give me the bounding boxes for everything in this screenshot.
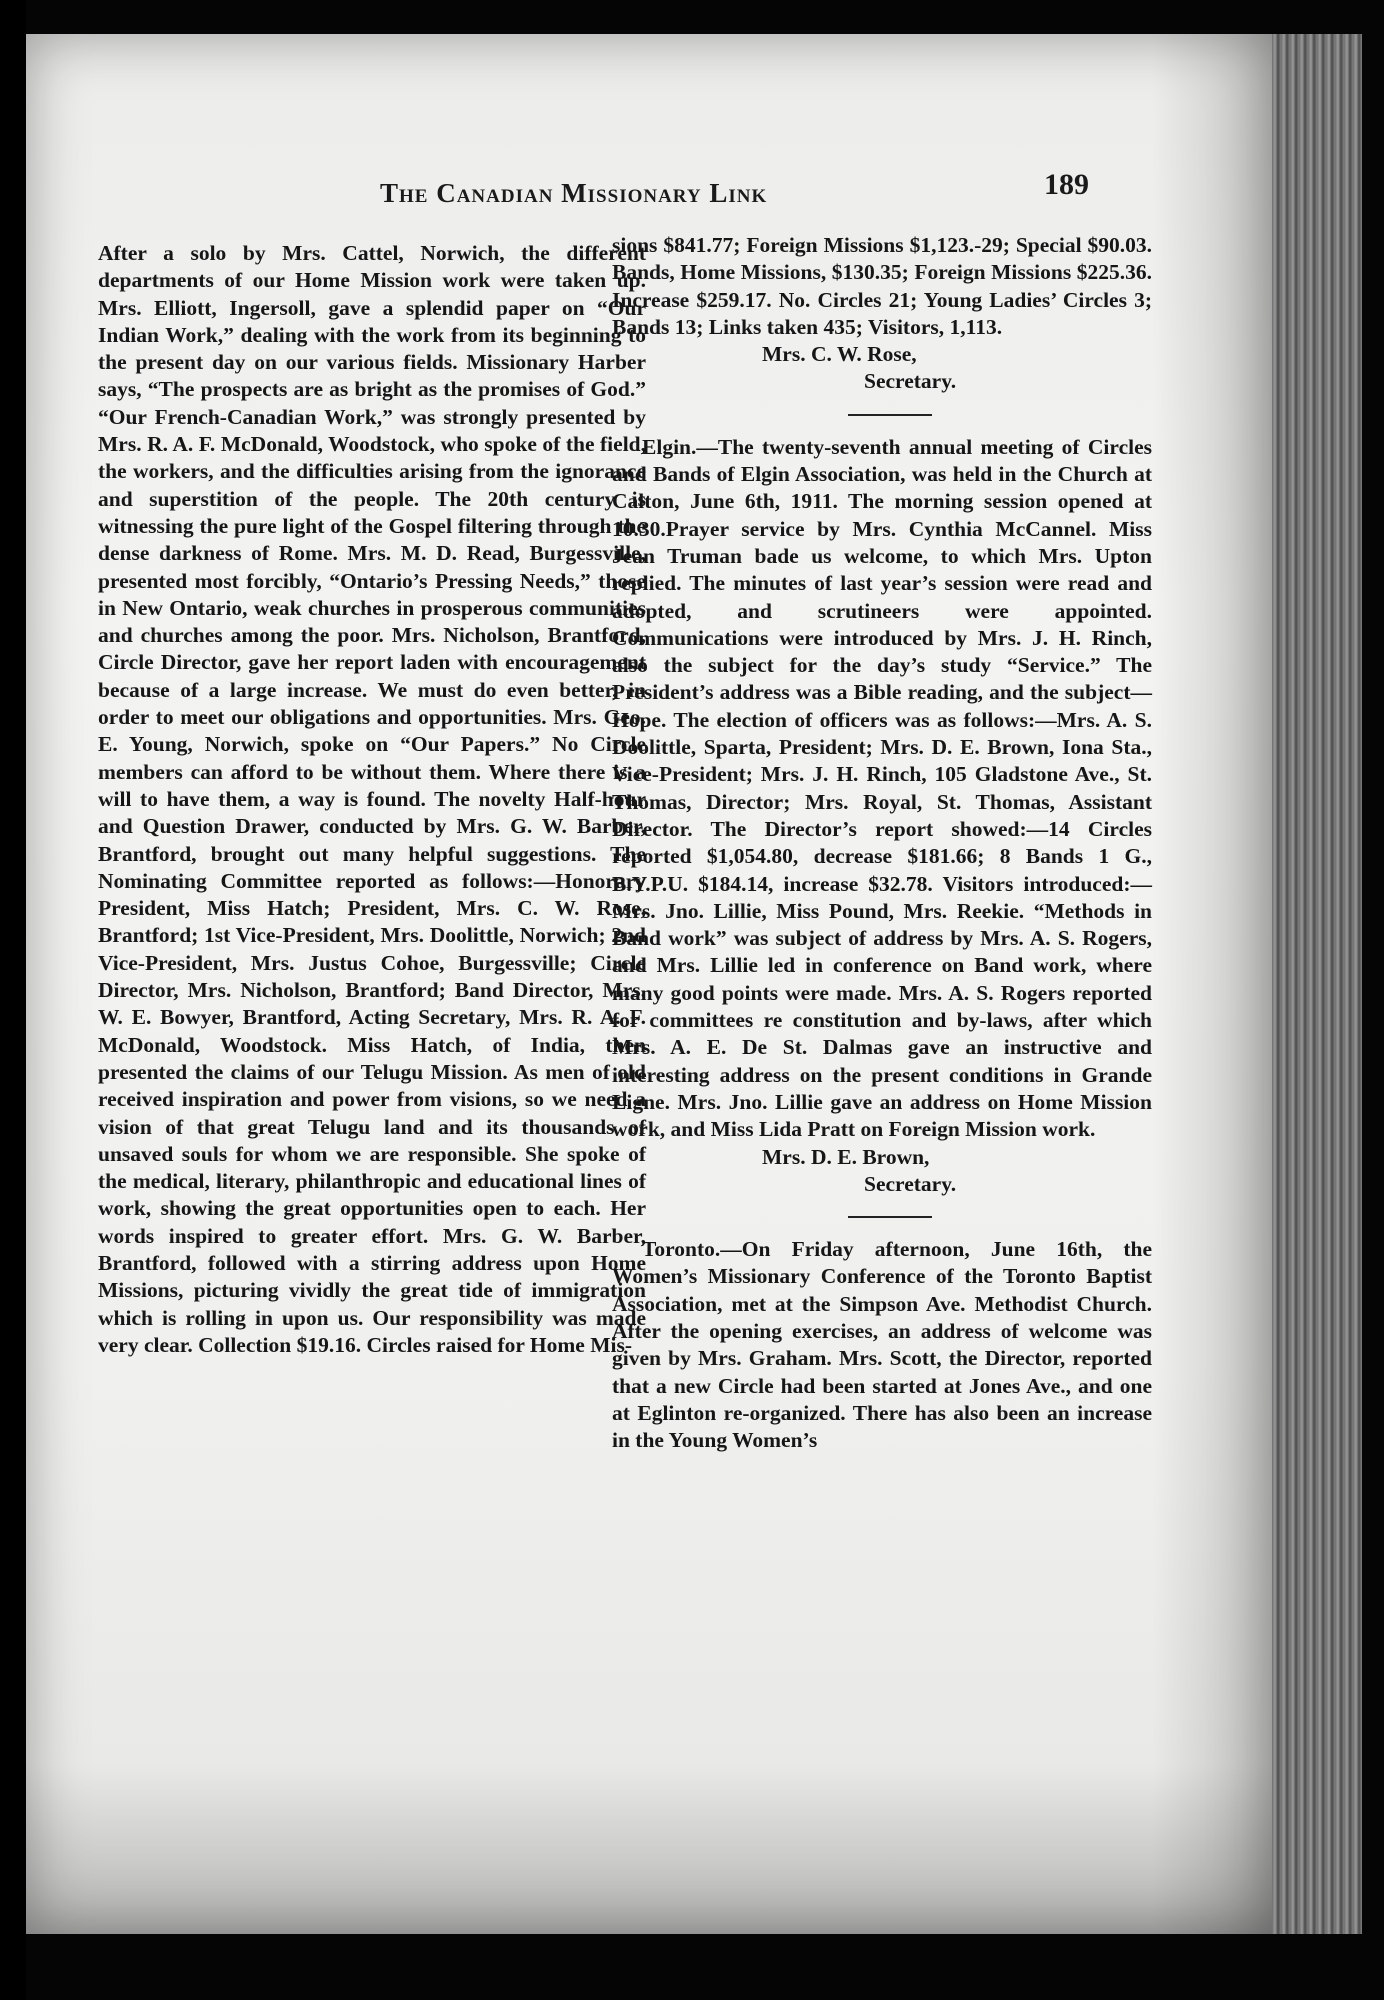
page-bottom-shadow <box>26 1764 1272 1934</box>
left-column <box>98 240 646 1359</box>
elgin-report-paragraph: Elgin.—The twenty-seventh annual meeting of Circles and Bands of Elgin Association, was held in the Church at Calton, June 6th, 1911. The morning session opened at 10.30.Prayer service by Mrs. Cynthia McCannel. Miss Jean Truman bade us welcome, to which Mrs. Upton replied. The minutes of last year’s session were read and adopted, and scrutineers were appointed. Communications were introduced by Mrs. J. H. Rinch, also the subject for the day’s study “Service.” The President’s address was a Bible reading, and the subject—Hope. The election of officers was as follows:—Mrs. A. S. Doolittle, Sparta, President; Mrs. D. E. Brown, Iona Sta., Vice-President; Mrs. J. H. Rinch, 105 Gladstone Ave., St. Thomas, Director; Mrs. Royal, St. Thomas, Assistant Director. The Director’s report showed:—14 Circles reported $1,054.80, decrease $181.66; 8 Bands 1 G., B.Y.P.U. $184.14, increase $32.78. Visitors introduced:—Mrs. Jno. Lillie, Miss Pound, Mrs. Reekie. “Methods in Band work” was subject of address by Mrs. A. S. Rogers, and Mrs. Lillie led in conference on Band work, where many good points were made. Mrs. A. S. Rogers reported for committees re constitution and by-laws, after which Mrs. A. E. De St. Dalmas gave an instructive and interesting address on the present conditions in Grande Ligne. Mrs. Jno. Lillie gave an address on Home Mission work, and Miss Lida Pratt on Foreign Mission work. <box>612 434 1152 1142</box>
running-head: The Canadian Missionary Link <box>380 178 768 208</box>
page-number: 189 <box>1044 168 1089 201</box>
signature-role: Secretary. <box>864 1171 957 1196</box>
toronto-report-paragraph: Toronto.—On Friday afternoon, June 16th, the Women’s Missionary Conference of the Toronto Baptist Association, met at the Simpson Ave. Methodist Church. After the opening exercises, an address of welcome was given by Mrs. Graham. Mrs. Scott, the Director, reported that a new Circle had been started at Jones Ave., and one at Eglinton re-organized. There has also been an increase in the Young Women’s <box>612 1237 1152 1453</box>
section-divider <box>848 414 932 416</box>
page-gutter-shadow <box>1152 34 1272 1934</box>
signature-role: Secretary. <box>864 369 957 394</box>
signature-name: Mrs. C. W. Rose, <box>762 342 917 367</box>
signature-name: Mrs. D. E. Brown, <box>762 1144 930 1169</box>
book-page-edges <box>1272 34 1362 1934</box>
continuation-paragraph: sions $841.77; Foreign Missions $1,123.-29; Special $90.03. Bands, Home Missions, $130.35; Foreign Missions $225.36. Increase $259.17. No. Circles 21; Young Ladies’ Circles 3; Bands 13; Links taken 435; Visitors, 1,113. <box>612 233 1152 339</box>
right-column <box>612 232 1152 1454</box>
convention-report-paragraph: After a solo by Mrs. Cattel, Norwich, the different departments of our Home Mission work were taken up. Mrs. Elliott, Ingersoll, gave a splendid paper on “Our Indian Work,” dealing with the work from its beginning to the present day on our various fields. Missionary Harber says, “The prospects are as bright as the promises of God.” “Our French-Canadian Work,” was strongly presented by Mrs. R. A. F. McDonald, Woodstock, who spoke of the field, the workers, and the difficulties arising from the ignorance and superstition of the people. The 20th century is witnessing the pure light of the Gospel filtering through the dense darkness of Rome. Mrs. M. D. Read, Burgessville, presented most forcibly, “Ontario’s Pressing Needs,” those in New Ontario, weak churches in prosperous communities and churches among the poor. Mrs. Nicholson, Brantford, Circle Director, gave her report laden with encouragement because of a large increase. We must do even better, in order to meet our obligations and opportunities. Mrs. Geo. E. Young, Norwich, spoke on “Our Papers.” No Circle members can afford to be without them. Where there is a will to have them, a way is found. The novelty Half-hour and Question Drawer, conducted by Mrs. G. W. Barber, Brantford, brought out many helpful suggestions. The Nominating Committee reported as follows:—Honorary President, Miss Hatch; President, Mrs. C. W. Rose, Brantford; 1st Vice-President, Mrs. Doolittle, Norwich; 2nd Vice-President, Mrs. Justus Cohoe, Burgessville; Circle Director, Mrs. Nicholson, Brantford; Band Director, Mrs. W. E. Bowyer, Brantford, Acting Secretary, Mrs. R. A. F. McDonald, Woodstock. Miss Hatch, of India, then presented the claims of our Telugu Mission. As men of old received inspiration and power from visions, so we need a vision of that great Telugu land and its thousands of unsaved souls for whom we are responsible. She spoke of the medical, literary, philanthropic and educational lines of work, showing the great opportunities open to each. Her words inspired to greater effort. Mrs. G. W. Barber, Brantford, followed with a stirring address upon Home Missions, picturing vividly the great tide of immigration which is rolling in upon us. Our responsibility was made very clear. Collection $19.16. Circles raised for Home Mis- <box>98 241 646 1357</box>
scan-left-border <box>0 0 26 2000</box>
section-divider <box>848 1216 932 1218</box>
